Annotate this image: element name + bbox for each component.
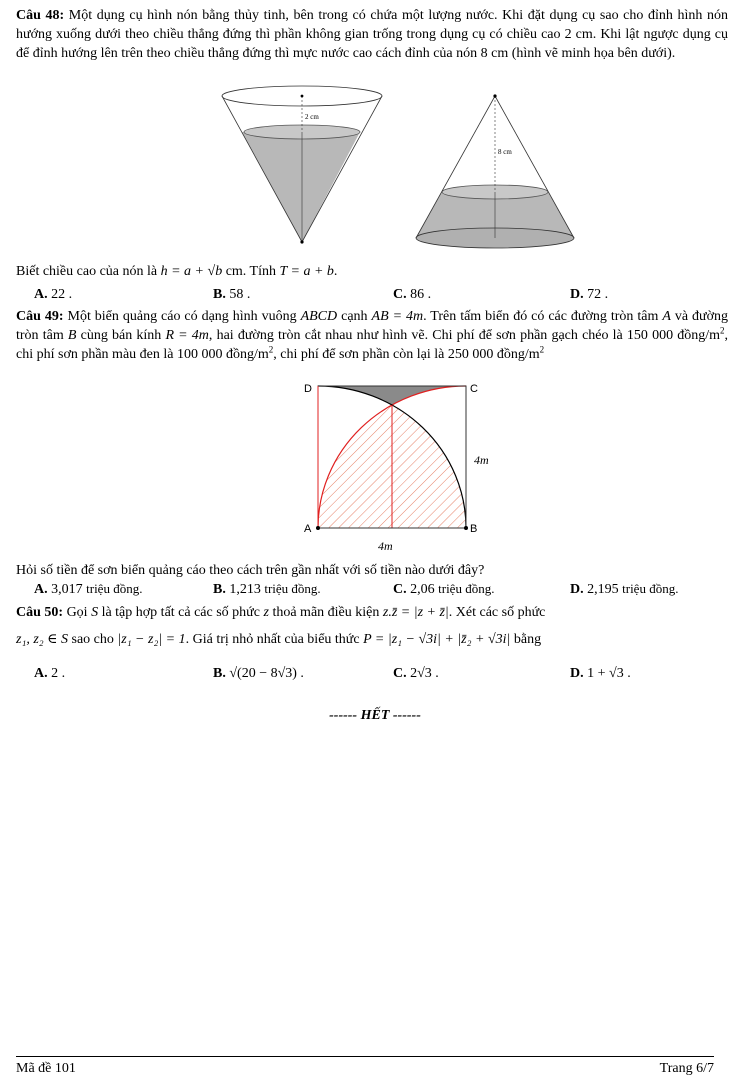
point-b <box>464 526 468 530</box>
vertex-dot <box>300 240 303 243</box>
q49-text-f: , hai đường tròn cắt nhau như hình vẽ. Chi phí để sơn phần gạch chéo là 150 000 đồng/m <box>208 328 721 343</box>
label-2cm: 2 cm <box>305 113 319 121</box>
page-number: Trang 6/7 <box>659 1061 714 1076</box>
option-label: D. <box>570 582 584 597</box>
q49-text-d: và đường tròn tâm <box>16 309 729 343</box>
q50-set: S <box>91 605 99 620</box>
q48-formula-h: h = a + √b <box>160 264 223 279</box>
label-a: A <box>304 523 312 535</box>
option-label: D. <box>570 287 584 302</box>
option-value: 1,213 <box>229 582 261 597</box>
q50-text <box>16 603 728 622</box>
q48-option-d[interactable] <box>570 287 608 303</box>
label-8cm: 8 cm <box>498 148 512 156</box>
q49-options <box>0 581 750 601</box>
option-unit: triệu đồng. <box>264 581 321 596</box>
option-text: 72 . <box>587 287 609 302</box>
option-label: C. <box>393 666 407 681</box>
option-value: 2,06 <box>410 582 435 597</box>
q48-stem-a: Biết chiều cao của nón là <box>16 264 158 279</box>
option-text: 58 . <box>229 287 251 302</box>
cone-vertex-up-figure <box>412 92 578 252</box>
q48-option-c[interactable] <box>393 287 431 303</box>
q50-option-d[interactable] <box>570 666 631 682</box>
label-side-right: 4m <box>474 453 489 467</box>
q49-text-h: , chi phí để sơn phần còn lại là <box>273 347 445 362</box>
option-label: C. <box>393 287 407 302</box>
q50-option-a[interactable] <box>34 666 65 682</box>
q48-body: Một dụng cụ hình nón bằng thủy tinh, bên trong có chứa một lượng nước. Khi đặt dụng cụ sao cho đỉnh hình nón hướng xuống dưới theo chiều thẳng đứng thì phần không gian trống trong dụng cụ có chiều cao 2 cm. Khi lật ngược dụng cụ để đỉnh hướng lên trên theo chiều thẳng đứng thì mực nước cao cách đỉnh của nón 8 cm (hình vẽ minh họa bên dưới). <box>16 8 728 61</box>
sup-2: 2 <box>720 325 725 336</box>
q50-line2-d: . Giá trị nhỏ nhất của biểu thức <box>185 632 360 647</box>
option-label: C. <box>393 582 407 597</box>
q49-text-c: . Trên tấm biển đó có các đường tròn tâm <box>423 309 659 324</box>
q49-text-i: 250 000 đồng/m <box>447 347 540 362</box>
q49-text-a: Một biển quảng cáo có dạng hình vuông <box>67 309 297 324</box>
option-label: B. <box>213 582 226 597</box>
sup-2: 2 <box>539 344 545 355</box>
q48-option-b[interactable] <box>213 287 250 303</box>
q50-option-c[interactable] <box>393 666 439 682</box>
label-c: C <box>470 383 478 395</box>
option-text: 22 . <box>51 287 73 302</box>
cone-vertex-down-figure <box>218 84 386 250</box>
q50-option-b[interactable] <box>213 666 304 682</box>
option-unit: triệu đồng. <box>86 581 143 596</box>
option-unit: triệu đồng. <box>438 581 495 596</box>
label-d: D <box>304 383 312 395</box>
option-value: 3,017 <box>51 582 83 597</box>
label-b: B <box>470 523 478 535</box>
q48-options <box>0 287 750 307</box>
option-label: A. <box>34 287 48 302</box>
q50-text-c: thoả mãn điều kiện <box>272 605 380 620</box>
q49-label: Câu 49: <box>16 309 64 324</box>
q49-center-a: A <box>662 309 671 324</box>
option-unit: triệu đồng. <box>622 581 679 596</box>
point-a <box>316 526 320 530</box>
q49-center-b: B <box>67 328 77 343</box>
option-value: 2,195 <box>587 582 619 597</box>
option-label: D. <box>570 666 584 681</box>
q48-label: Câu 48: <box>16 8 65 23</box>
q49-text <box>16 307 728 364</box>
footer-divider <box>16 1056 714 1057</box>
q50-text-d: . Xét các số phức <box>448 605 546 620</box>
q49-radius: R = 4m <box>165 328 209 343</box>
q50-options <box>0 666 750 686</box>
q50-label: Câu 50: <box>16 605 64 620</box>
q49-option-a[interactable] <box>34 581 142 598</box>
q49-option-d[interactable] <box>570 581 678 598</box>
q48-text <box>16 6 728 63</box>
q49-text-e: cùng bán kính <box>80 328 162 343</box>
q50-z: z <box>263 605 269 620</box>
option-label: B. <box>213 666 226 681</box>
q48-stem-end: . <box>333 264 338 279</box>
water-region <box>242 132 360 242</box>
square-circles-figure <box>300 378 510 558</box>
sup-2: 2 <box>268 344 274 355</box>
option-label: A. <box>34 582 48 597</box>
vertex-dot-inverted <box>493 94 496 97</box>
exam-code: Mã đề 101 <box>16 1061 76 1076</box>
option-text: 1 + √3 . <box>587 666 631 681</box>
label-side-bottom: 4m <box>378 539 393 553</box>
option-text: 2 . <box>51 666 66 681</box>
q49-text-g: , chi phí sơn phần màu đen là 100 000 đồng/m <box>16 328 729 362</box>
option-text: 2√3 . <box>410 666 439 681</box>
q50-z1z2: z₁, z₂ ∈ S <box>16 632 68 647</box>
q49-option-c[interactable] <box>393 581 494 598</box>
q49-side: AB = 4m <box>371 309 424 324</box>
option-text: 86 . <box>410 287 432 302</box>
q50-line2-b: sao cho <box>71 632 114 647</box>
q48-option-a[interactable] <box>34 287 72 303</box>
q49-option-b[interactable] <box>213 581 321 598</box>
q50-text-a: Gọi <box>66 605 88 620</box>
option-label: B. <box>213 287 226 302</box>
q50-modulus: |z₁ − z₂| = 1 <box>117 632 186 647</box>
q49-question: Hỏi số tiền để sơn biển quảng cáo theo cách trên gần nhất với số tiền nào dưới đây? <box>16 563 485 578</box>
q50-line2-f: bằng <box>513 632 542 647</box>
end-mark: ------ HẾT ------ <box>329 708 421 723</box>
q50-line2 <box>16 630 728 649</box>
option-label: A. <box>34 666 48 681</box>
q48-stem-b: cm. Tính <box>225 264 276 279</box>
q48-stem <box>16 262 728 281</box>
option-text: √(20 − 8√3) . <box>229 666 304 681</box>
q49-text-b: cạnh <box>341 309 368 324</box>
q50-condition: z.z̄ = |z + z̄| <box>382 605 449 620</box>
q49-square: ABCD <box>300 309 338 324</box>
q50-expression-p: P = |z₁ − √3i| + |z̄₂ + √3i| <box>363 632 511 647</box>
q48-formula-t: T = a + b <box>279 264 334 279</box>
q50-text-b: là tập hợp tất cả các số phức <box>101 605 260 620</box>
base-center-dot <box>301 95 304 98</box>
